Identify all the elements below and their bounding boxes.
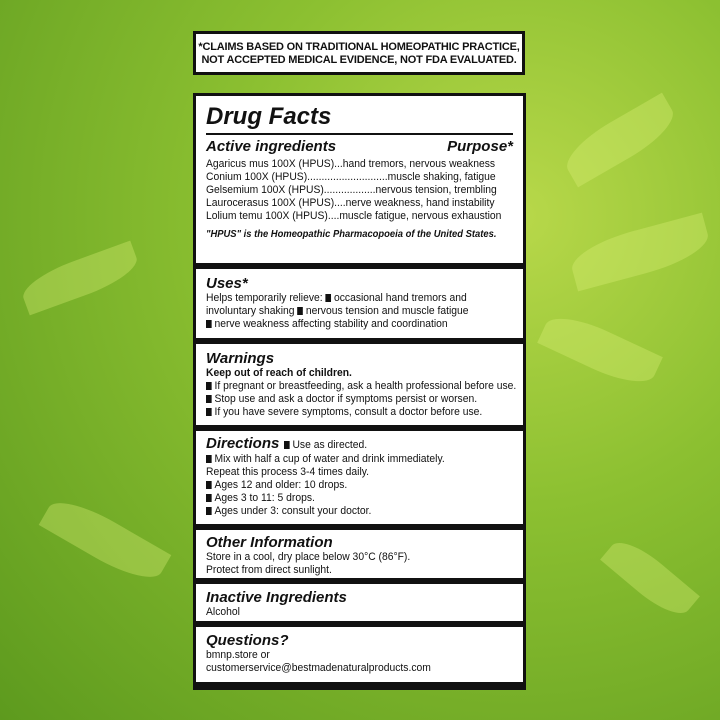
background-leaf <box>600 532 700 624</box>
directions-section <box>196 431 523 524</box>
background-leaf <box>17 241 142 316</box>
other-information-heading: Other Information <box>206 534 333 551</box>
bullet-square-icon <box>206 382 212 390</box>
bullet-square-icon <box>206 408 212 416</box>
other-information-section <box>196 530 523 578</box>
questions-section <box>196 627 523 682</box>
bullet-square-icon <box>297 307 303 315</box>
ingredient-line: Lolium temu 100X (HPUS)....muscle fatigue, nervous exhaustion <box>206 210 502 222</box>
inactive-ingredients-section <box>196 584 523 621</box>
storage-info: Store in a cool, dry place below 30°C (86°F). <box>206 551 411 563</box>
directions-item: Mix with half a cup of water and drink immediately. <box>214 453 445 465</box>
questions-email: customerservice@bestmadenaturalproducts.com <box>206 662 431 674</box>
bullet-square-icon <box>284 441 290 449</box>
warning-item: If you have severe symptoms, consult a doctor before use. <box>214 406 483 418</box>
bullet-square-icon <box>206 494 212 502</box>
uses-item: occasional hand tremors and <box>334 292 467 304</box>
directions-age-item: Ages 3 to 11: 5 drops. <box>214 492 315 504</box>
ingredient-line: Gelsemium 100X (HPUS)..................nervous tension, trembling <box>206 184 497 196</box>
keep-out-of-reach: Keep out of reach of children. <box>206 367 352 379</box>
background-leaf <box>39 490 172 590</box>
drug-facts-section <box>196 96 523 263</box>
uses-item: nerve weakness affecting stability and coordination <box>214 318 448 330</box>
background-leaf <box>567 213 714 292</box>
background-leaf <box>537 307 663 394</box>
directions-age-item: Ages under 3: consult your doctor. <box>214 505 372 517</box>
questions-store: bmnp.store or <box>206 649 270 661</box>
directions-age-item: Ages 12 and older: 10 drops. <box>214 479 348 491</box>
warnings-heading: Warnings <box>206 350 275 367</box>
bullet-square-icon <box>206 507 212 515</box>
bullet-square-icon <box>206 320 212 328</box>
bullet-square-icon <box>206 455 212 463</box>
inactive-ingredients-value: Alcohol <box>206 606 240 618</box>
sunlight-info: Protect from direct sunlight. <box>206 564 332 576</box>
background-leaf <box>558 93 682 188</box>
warning-item: If pregnant or breastfeeding, ask a health professional before use. <box>214 380 517 392</box>
active-ingredients-heading: Active ingredients <box>206 138 337 155</box>
claims-disclaimer-box <box>193 31 525 75</box>
warnings-section <box>196 344 523 425</box>
claims-line-2: NOT ACCEPTED MEDICAL EVIDENCE, NOT FDA EVALUATED. <box>201 54 517 66</box>
uses-item: involuntary shaking <box>206 305 295 317</box>
bullet-square-icon <box>326 294 332 302</box>
divider <box>206 133 513 135</box>
warning-item: Stop use and ask a doctor if symptoms persist or worsen. <box>214 393 478 405</box>
directions-item: Use as directed. <box>292 439 367 451</box>
uses-heading: Uses* <box>206 275 248 292</box>
uses-item: nervous tension and muscle fatigue <box>305 305 469 317</box>
drug-facts-title: Drug Facts <box>206 103 332 130</box>
claims-line-1: *CLAIMS BASED ON TRADITIONAL HOMEOPATHIC PRACTICE, <box>198 41 520 53</box>
directions-heading: Directions <box>206 435 280 452</box>
ingredient-line: Conium 100X (HPUS)............................muscle shaking, fatigue <box>206 171 496 183</box>
ingredient-line: Laurocerasus 100X (HPUS)....nerve weakness, hand instability <box>206 197 495 209</box>
inactive-ingredients-heading: Inactive Ingredients <box>206 589 347 606</box>
uses-intro: Helps temporarily relieve: <box>206 292 323 304</box>
bullet-square-icon <box>206 395 212 403</box>
bullet-square-icon <box>206 481 212 489</box>
hpus-note: "HPUS" is the Homeopathic Pharmacopoeia of the United States. <box>206 229 497 240</box>
ingredient-line: Agaricus mus 100X (HPUS)...hand tremors, nervous weakness <box>206 158 496 170</box>
directions-repeat: Repeat this process 3-4 times daily. <box>206 466 370 478</box>
purpose-heading: Purpose* <box>447 138 513 155</box>
uses-section <box>196 269 523 338</box>
drug-facts-panel <box>193 93 526 690</box>
questions-heading: Questions? <box>206 632 289 649</box>
